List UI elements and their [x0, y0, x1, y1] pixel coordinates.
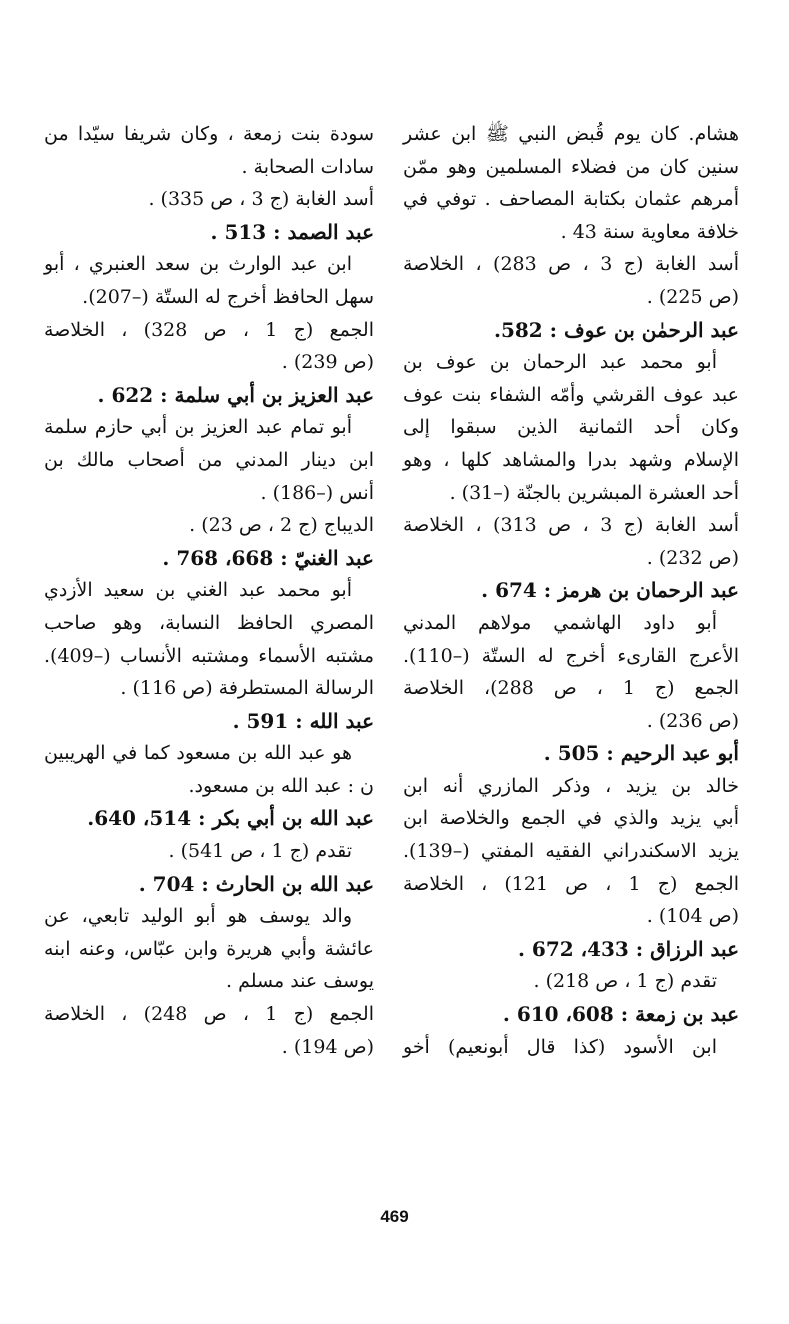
entry-heading: عبد الله بن أبي بكر : 514، 640.	[87, 806, 374, 831]
text-line: أسد الغابة (ج 3 ، ص 283) ، الخلاصة	[403, 253, 739, 276]
text-line: أسد الغابة (ج 3 ، ص 313) ، الخلاصة	[403, 514, 739, 537]
entry-heading: عبد بن زمعة : 608، 610 .	[502, 1002, 739, 1027]
entry-heading: عبد العزيز بن أبي سلمة : 622 .	[97, 382, 374, 407]
text-line: تقدم (ج 1 ، ص 541) .	[168, 840, 352, 863]
text-line: أبو محمد عبد الغني بن سعيد الأزدي	[44, 579, 352, 602]
text-line: أسد الغابة (ج 3 ، ص 335) .	[148, 188, 374, 211]
text-line: الجمع (ج 1 ، ص 328) ، الخلاصة	[44, 318, 374, 341]
text-line: ابن الأسود (كذا قال أبونعيم) أخو	[403, 1035, 717, 1058]
text-line: أمرهم عثمان بكتابة المصاحف . توفي في	[403, 188, 739, 211]
text-line: الإسلام وشهد بدرا والمشاهد كلها ، وهو	[403, 448, 739, 471]
page-number: 469	[380, 1207, 409, 1226]
text-line: أبي يزيد والذي في الجمع والخلاصة ابن	[403, 807, 739, 830]
text-line: ابن عبد الوارث بن سعد العنبري ، أبو	[44, 253, 352, 276]
entry-heading: عبد الرزاق : 433، 672 .	[517, 936, 739, 961]
text-line: (ص 236) .	[646, 709, 739, 732]
entry-heading: عبد الله : 591 .	[232, 708, 374, 733]
text-line: مشتبه الأسماء ومشتبه الأنساب (–409).	[44, 644, 374, 667]
text-line: خلافة معاوية سنة 43 .	[560, 220, 739, 243]
text-line: ابن دينار المدني من أصحاب مالك بن	[44, 448, 374, 471]
entry-heading: عبد الله بن الحارث : 704 .	[138, 871, 374, 896]
entry-heading: عبد الرحمان بن هرمز : 674 .	[481, 578, 739, 603]
text-line: يوسف عند مسلم .	[226, 970, 374, 993]
text-line: أنس (–186) .	[260, 481, 374, 504]
text-line: الجمع (ج 1 ، ص 248) ، الخلاصة	[44, 1003, 374, 1026]
text-line: المصري الحافظ النسابة، وهو صاحب	[44, 611, 374, 634]
text-line: أبو داود الهاشمي مولاهم المدني	[403, 611, 717, 634]
text-line: هشام. كان يوم قُبض النبي ﷺ ابن عشر	[403, 123, 739, 145]
text-line: (ص 194) .	[281, 1035, 374, 1058]
text-line: سهل الحافظ أخرج له الستّة (–207).	[82, 285, 374, 308]
text-line: سنين كان من فضلاء المسلمين وهو ممّن	[403, 155, 739, 178]
text-line: عائشة وأبي هريرة وابن عبّاس، وعنه ابنه	[44, 937, 374, 960]
text-line: أبو محمد عبد الرحمان بن عوف بن	[403, 351, 717, 374]
text-line: سودة بنت زمعة ، وكان شريفا سيّدا من	[44, 123, 374, 145]
text-line: سادات الصحابة .	[241, 155, 374, 178]
text-line: تقدم (ج 1 ، ص 218) .	[533, 970, 717, 993]
text-line: عبد عوف القرشي وأمّه الشفاء بنت عوف	[403, 383, 739, 406]
right-text-column	[403, 118, 739, 1063]
entry-heading: عبد الغنيّ : 668، 768 .	[162, 545, 374, 570]
text-line: الجمع (ج 1 ، ص 121) ، الخلاصة	[403, 872, 739, 895]
text-line: (ص 239) .	[281, 351, 374, 374]
text-line: هو عبد الله بن مسعود كما في الهريبين	[44, 742, 352, 765]
text-line: (ص 104) .	[646, 905, 739, 928]
text-line: الجمع (ج 1 ، ص 288)، الخلاصة	[403, 677, 739, 700]
text-line: (ص 225) .	[646, 285, 739, 308]
text-line: ن : عبد الله بن مسعود.	[188, 774, 374, 797]
text-line: وكان أحد الثمانية الذين سبقوا إلى	[403, 416, 739, 439]
text-line: الرسالة المستطرفة (ص 116) .	[120, 677, 374, 700]
entry-heading: عبد الرحمٰن بن عوف : 582.	[493, 317, 739, 342]
text-line: أبو تمام عبد العزيز بن أبي حازم سلمة	[44, 416, 352, 439]
text-line: (ص 232) .	[646, 546, 739, 569]
text-line: الديباج (ج 2 ، ص 23) .	[189, 514, 374, 537]
entry-heading: عبد الصمد : 513 .	[210, 219, 374, 244]
text-line: أحد العشرة المبشرين بالجنّة (–31) .	[449, 481, 739, 504]
text-line: والد يوسف هو أبو الوليد تابعي، عن	[44, 905, 352, 928]
text-line: خالد بن يزيد ، وذكر المازري أنه ابن	[403, 774, 739, 797]
entry-heading: أبو عبد الرحيم : 505 .	[543, 741, 739, 766]
left-text-column	[44, 118, 374, 1063]
text-line: الأعرج القارىء أخرج له الستّة (–110).	[403, 644, 739, 667]
text-line: يزيد الاسكندراني الفقيه المفتي (–139).	[403, 840, 739, 863]
